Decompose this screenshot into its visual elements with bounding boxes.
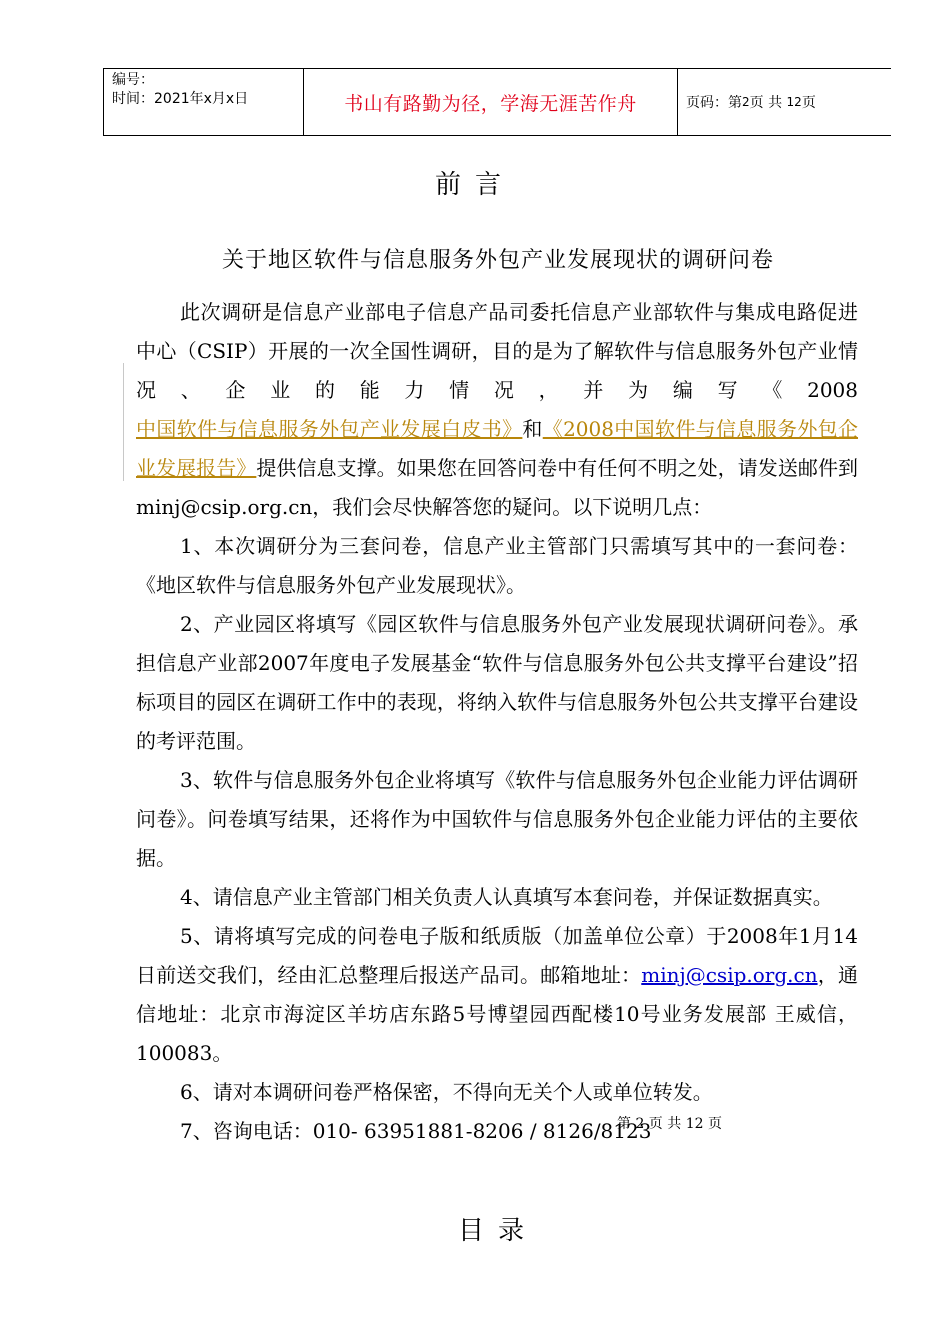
list-item: 1、本次调研分为三套问卷，信息产业主管部门只需填写其中的一套问卷：《地区软件与信息服务外包产业发展现状》。 — [136, 534, 858, 597]
list-item: 3、软件与信息服务外包企业将填写《软件与信息服务外包企业能力评估调研问卷》。问卷填写结果，还将作为中国软件与信息服务外包企业能力评估的主要依据。 — [136, 768, 858, 870]
item5-part1: 5、请将填写完成的问卷电子版和纸质版（加盖单位公章）于2008年1月14日前送交我们，经由汇总整理后报送产品司。邮箱地址： — [136, 924, 858, 987]
header-meta-cell — [103, 69, 304, 135]
header-table — [103, 68, 891, 136]
list-item: 2、产业园区将填写《园区软件与信息服务外包产业发展现状调研问卷》。承担信息产业部2007年度电子发展基金“软件与信息服务外包公共支撑平台建设”招标项目的园区在调研工作中的表现，将纳入软件与信息服务外包公共支撑平台建设的考评范围。 — [136, 612, 858, 753]
page-footer: 第 2 页 共 12 页 — [617, 1116, 722, 1132]
margin-rule — [123, 363, 124, 481]
intro-part1: 此次调研是信息产业部电子信息产品司委托信息产业部软件与集成电路促进中心（CSIP）开展的一次全国性调研，目的是为了解软件与信息服务外包产业情况、企业的能力情况，并为编写《2008 — [136, 300, 858, 402]
whitepaper-link[interactable]: 中国软件与信息服务外包产业发展白皮书》 — [136, 417, 523, 441]
code-label: 编号： — [112, 72, 154, 88]
intro-paragraph — [136, 293, 858, 527]
body-text — [136, 293, 858, 1151]
list-item: 6、请对本调研问卷严格保密，不得向无关个人或单位转发。 — [180, 1080, 713, 1104]
header-page-cell — [678, 69, 891, 135]
list-item: 7、咨询电话：010- 63951881-8206 / 8126/8123 — [180, 1119, 652, 1143]
page-total: 12 — [786, 95, 802, 109]
item5-part2: ，通信地址：北京市海淀区羊坊店东路5号博望园西配楼10号业务发展部 王威信，100083。 — [136, 963, 859, 1065]
list-item-5 — [136, 917, 858, 1073]
page-title: 前言 — [434, 170, 515, 200]
time-label: 时间：2021年x月x日 — [112, 91, 249, 107]
header-motto-cell — [304, 69, 678, 135]
list-item: 4、请信息产业主管部门相关负责人认真填写本套问卷，并保证数据真实。 — [180, 885, 833, 909]
intro-and: 和 — [522, 417, 543, 441]
page-mid: 页 共 — [749, 95, 783, 111]
intro-part2: 提供信息支撑。如果您在回答问卷中有任何不明之处，请发送邮件到minj@csip.org.cn，我们会尽快解答您的疑问。以下说明几点： — [136, 456, 859, 519]
page-num: 2 — [742, 95, 750, 109]
motto-text: 书山有路勤为径，学海无涯苦作舟 — [344, 92, 637, 115]
page-prefix: 页码：第 — [686, 95, 742, 111]
toc-title: 目录 — [457, 1216, 538, 1246]
report-link[interactable]: 《2008中国软件与信息服务外包企业发展报告》 — [136, 417, 859, 480]
page-subtitle: 关于地区软件与信息服务外包产业发展现状的调研问卷 — [221, 248, 774, 273]
email-link[interactable]: minj@csip.org.cn — [641, 963, 818, 987]
page-suffix: 页 — [801, 95, 816, 111]
